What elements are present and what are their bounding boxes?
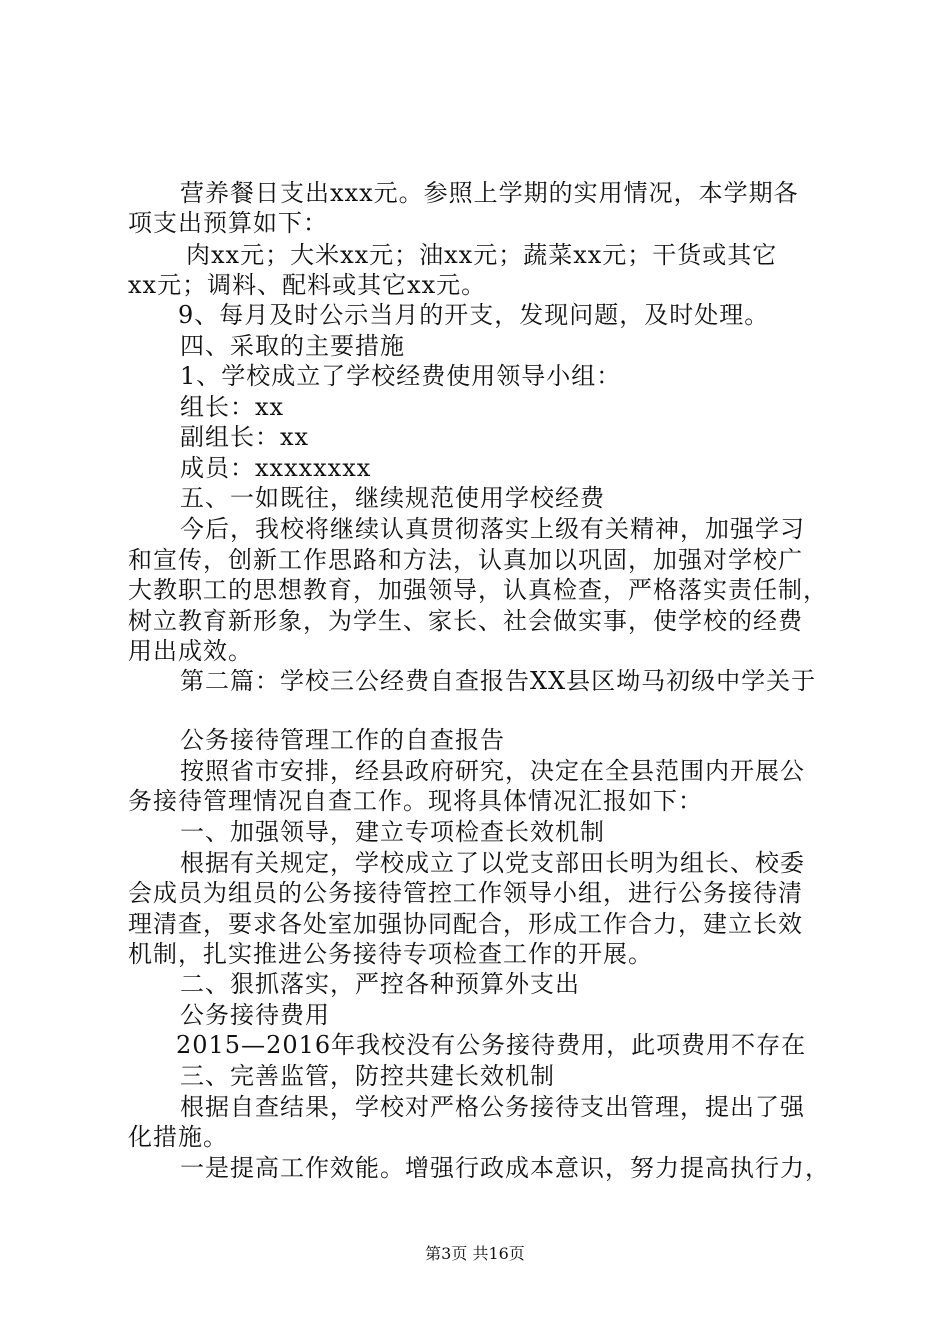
page-number-footer: 第3页 共16页	[425, 1244, 525, 1263]
text-line: 肉xx元；大米xx元；油xx元；蔬菜xx元；干货或其它	[186, 241, 778, 269]
text-line: xx元；调料、配料或其它xx元。	[128, 271, 487, 299]
text-line: 项支出预算如下：	[128, 209, 328, 237]
text-line: 一是提高工作效能。增强行政成本意识，努力提高执行力，	[180, 1154, 830, 1182]
text-line: 四、采取的主要措施	[180, 332, 405, 360]
text-line: 理清查，要求各处室加强协同配合，形成工作合力，建立长效	[128, 910, 803, 938]
text-line: 营养餐日支出xxx元。参照上学期的实用情况，本学期各	[180, 179, 799, 207]
text-line: 组长：xx	[180, 393, 285, 421]
text-line: 二、狠抓落实，严控各种预算外支出	[180, 970, 580, 998]
text-line: 一、加强领导，建立专项检查长效机制	[180, 818, 605, 846]
text-line: 务接待管理情况自查工作。现将具体情况汇报如下：	[128, 787, 703, 815]
text-line: 公务接待费用	[180, 1001, 330, 1029]
text-line: 三、完善监管，防控共建长效机制	[180, 1062, 555, 1090]
text-line: 1、学校成立了学校经费使用领导小组：	[180, 362, 622, 390]
text-line: 成员：xxxxxxxx	[180, 454, 372, 482]
text-line: 树立教育新形象，为学生、家长、社会做实事，使学校的经费	[128, 607, 803, 635]
text-line: 根据有关规定，学校成立了以党支部田长明为组长、校委	[180, 849, 805, 877]
text-line: 9、每月及时公示当月的开支，发现问题，及时处理。	[178, 301, 770, 329]
text-line: 用出成效。	[128, 637, 253, 665]
text-line: 大教职工的思想教育，加强领导，认真检查，严格落实责任制，	[128, 576, 828, 604]
text-line: 五、一如既往，继续规范使用学校经费	[180, 484, 605, 512]
text-line: 第二篇：学校三公经费自查报告XX县区坳马初级中学关于	[180, 667, 817, 695]
text-line: 会成员为组员的公务接待管控工作领导小组，进行公务接待清	[128, 879, 803, 907]
text-line: 机制，扎实推进公务接待专项检查工作的开展。	[128, 940, 653, 968]
text-line: 公务接待管理工作的自查报告	[180, 726, 505, 754]
text-line: 2015—2016年我校没有公务接待费用，此项费用不存在	[176, 1031, 807, 1059]
text-line: 今后，我校将继续认真贯彻落实上级有关精神，加强学习	[180, 515, 805, 543]
text-line: 化措施。	[128, 1123, 228, 1151]
text-line: 根据自查结果，学校对严格公务接待支出管理，提出了强	[180, 1093, 805, 1121]
text-line: 副组长：xx	[180, 423, 310, 451]
text-line: 按照省市安排，经县政府研究，决定在全县范围内开展公	[180, 757, 805, 785]
text-line: 和宣传，创新工作思路和方法，认真加以巩固，加强对学校广	[128, 546, 803, 574]
